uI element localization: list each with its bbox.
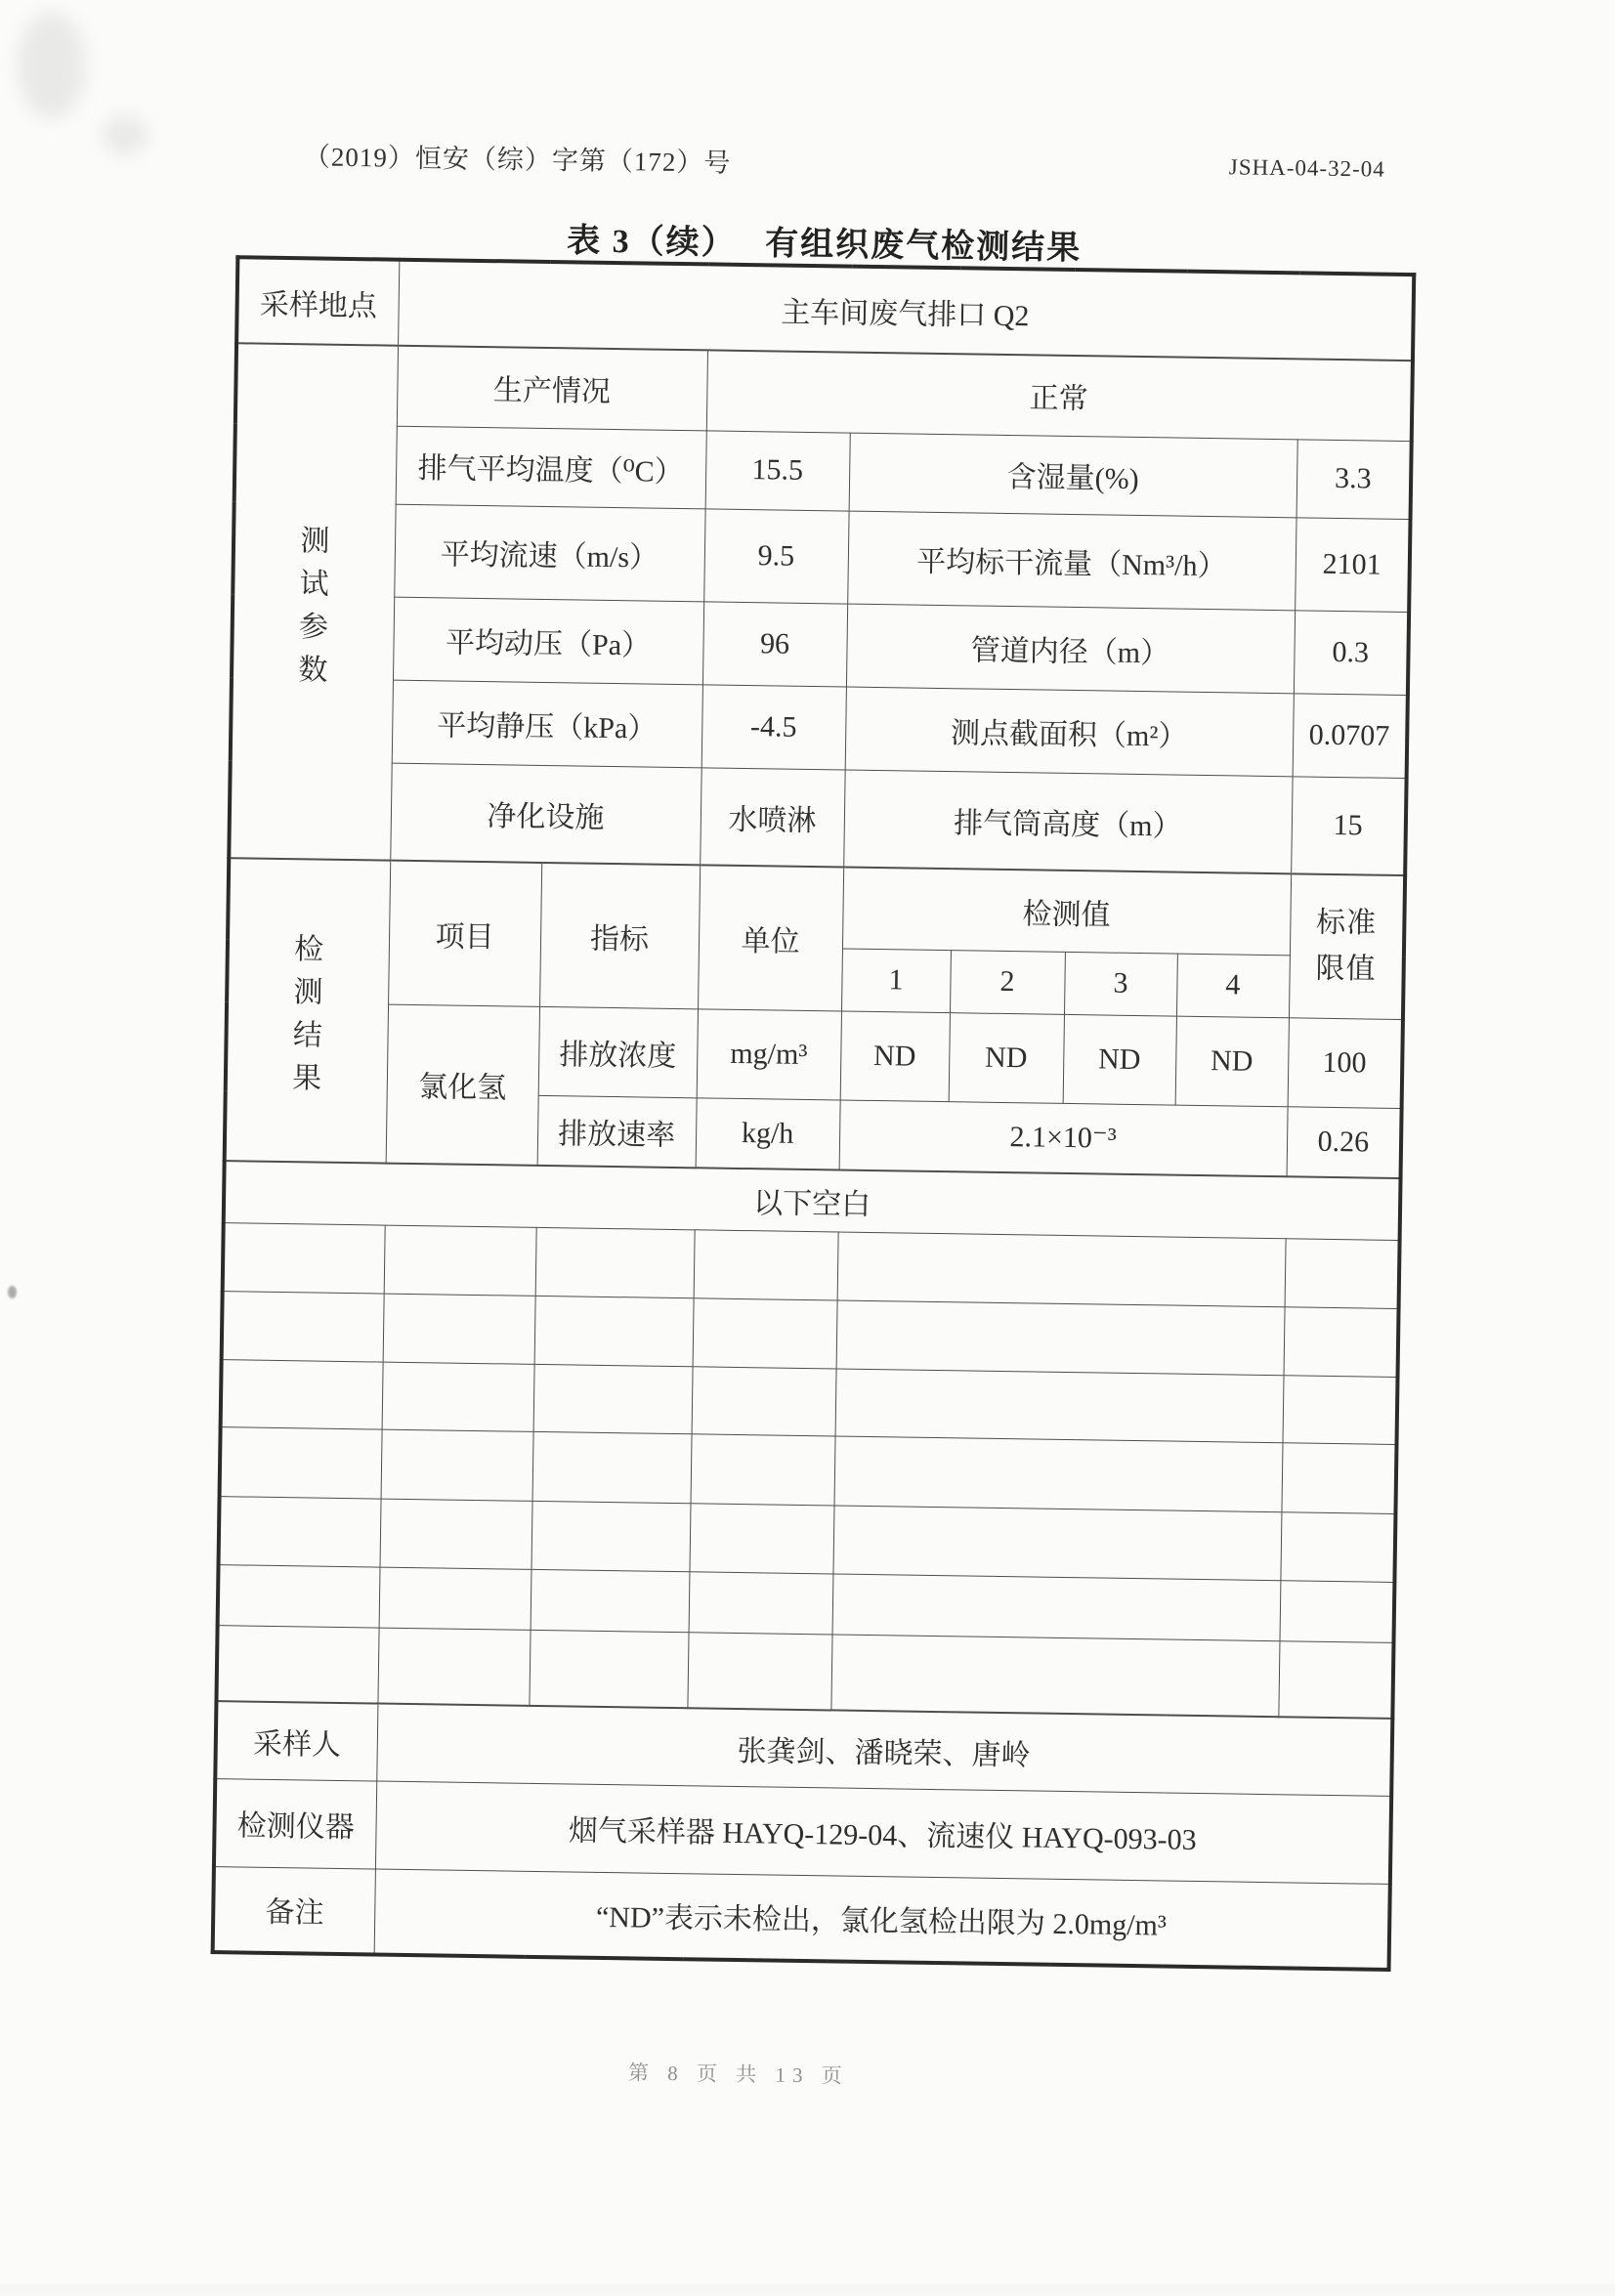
production-value: 正常 xyxy=(706,350,1413,441)
instruments-value: 烟气采样器 HAYQ-129-04、流速仪 HAYQ-093-03 xyxy=(375,1781,1391,1884)
param-value: 15.5 xyxy=(705,430,850,510)
instruments-label: 检测仪器 xyxy=(214,1778,376,1868)
sampler-value: 张龚剑、潘晓荣、唐岭 xyxy=(376,1704,1392,1796)
empty-cell xyxy=(836,1299,1285,1375)
results-header-row xyxy=(228,858,1405,957)
param-value: 15 xyxy=(1291,776,1407,875)
vertical-char: 测 xyxy=(300,524,330,558)
empty-cell xyxy=(692,1366,836,1435)
empty-cell xyxy=(834,1435,1283,1511)
vertical-char: 检 xyxy=(293,933,324,966)
param-row xyxy=(229,760,1406,875)
empty-cell xyxy=(832,1505,1281,1580)
param-label: 平均标干流量（Nm³/h） xyxy=(847,511,1296,611)
param-value: 2101 xyxy=(1295,517,1410,612)
empty-cell xyxy=(1285,1238,1400,1308)
limit-header-text: 标准限值 xyxy=(1315,906,1378,986)
vertical-char: 参 xyxy=(298,610,329,644)
document-number: （2019）恒安（综）字第（172）号 xyxy=(303,142,732,178)
param-label: 平均动压（Pa） xyxy=(393,597,703,685)
emission-test-table xyxy=(211,255,1417,1972)
empty-cell xyxy=(689,1571,833,1634)
empty-cell xyxy=(222,1291,384,1361)
result-indicator: 排放浓度 xyxy=(538,1006,698,1097)
empty-cell xyxy=(382,1362,534,1431)
empty-cell xyxy=(1283,1375,1398,1444)
param-label: 净化设施 xyxy=(390,763,701,866)
empty-cell xyxy=(380,1499,532,1569)
sampling-site-value: 主车间废气排口 Q2 xyxy=(398,260,1414,361)
param-label: 排气平均温度（⁰C） xyxy=(396,426,706,509)
empty-cell xyxy=(529,1630,688,1708)
empty-cell xyxy=(379,1567,531,1630)
empty-cell xyxy=(533,1364,693,1433)
item-column-header: 项目 xyxy=(388,861,541,1006)
empty-cell xyxy=(1279,1580,1394,1642)
instruments-row xyxy=(214,1778,1391,1884)
empty-cell xyxy=(693,1297,837,1368)
remark-value: “ND”表示未检出，氯化氢检出限为 2.0mg/m³ xyxy=(374,1869,1390,1970)
values-column-header: 检测值 xyxy=(842,868,1291,956)
param-label: 排气筒高度（m） xyxy=(843,770,1292,874)
value-column-number: 4 xyxy=(1176,954,1290,1018)
empty-cell xyxy=(531,1569,690,1632)
param-label: 含湿量(%) xyxy=(849,433,1297,518)
vertical-char: 数 xyxy=(298,653,328,687)
param-value: 0.0707 xyxy=(1293,693,1408,778)
result-value: ND xyxy=(1063,1014,1176,1105)
limit-column-header xyxy=(1289,873,1405,1019)
vertical-char: 结 xyxy=(292,1019,323,1052)
empty-cell xyxy=(1284,1306,1399,1377)
result-row-concentration xyxy=(226,1001,1403,1108)
param-value: 3.3 xyxy=(1296,439,1412,519)
param-value: 9.5 xyxy=(703,508,848,603)
form-code: JSHA-04-32-04 xyxy=(1228,154,1385,182)
empty-cell xyxy=(835,1368,1284,1442)
sampler-label: 采样人 xyxy=(215,1701,377,1780)
empty-cell xyxy=(689,1503,833,1573)
param-label: 管道内径（m） xyxy=(846,604,1295,694)
indicator-column-header: 指标 xyxy=(539,863,700,1008)
result-unit: mg/m³ xyxy=(697,1008,841,1099)
vertical-char: 试 xyxy=(299,567,329,601)
empty-cell xyxy=(830,1634,1279,1717)
empty-cell xyxy=(832,1573,1281,1640)
param-value: 96 xyxy=(702,601,847,686)
unit-column-header: 单位 xyxy=(698,865,843,1010)
empty-cell xyxy=(1280,1511,1395,1582)
results-section-header xyxy=(225,858,391,1163)
value-column-number: 2 xyxy=(950,950,1065,1014)
empty-cell xyxy=(377,1628,530,1706)
vertical-char: 测 xyxy=(293,976,323,1009)
empty-cell xyxy=(837,1231,1286,1306)
param-label: 测点截面积（m²） xyxy=(845,687,1294,777)
param-value: 0.3 xyxy=(1294,610,1409,695)
result-value: ND xyxy=(949,1012,1064,1103)
production-label: 生产情况 xyxy=(397,346,707,431)
empty-cell xyxy=(220,1426,382,1498)
remark-label: 备注 xyxy=(213,1866,375,1954)
sampling-site-label: 采样地点 xyxy=(236,257,399,345)
empty-cell xyxy=(532,1431,692,1503)
empty-cell xyxy=(221,1359,383,1428)
result-item: 氯化氢 xyxy=(386,1004,539,1166)
result-value: ND xyxy=(840,1011,950,1102)
param-value: -4.5 xyxy=(701,684,846,769)
result-indicator: 排放速率 xyxy=(537,1095,697,1168)
empty-cell xyxy=(381,1429,533,1501)
empty-cell xyxy=(694,1229,838,1299)
empty-cell xyxy=(1281,1442,1396,1513)
page-number: 第 8 页 共 13 页 xyxy=(627,2061,849,2088)
table-title: 表 3（续） 有组织废气检测结果 xyxy=(566,223,1083,268)
empty-cell xyxy=(534,1296,694,1366)
param-label: 平均静压（kPa） xyxy=(392,680,702,768)
empty-cell xyxy=(216,1625,378,1703)
empty-cell xyxy=(384,1225,536,1296)
empty-cell xyxy=(535,1227,695,1297)
param-value: 水喷淋 xyxy=(700,767,844,867)
result-value: ND xyxy=(1175,1016,1289,1107)
test-params-section-header xyxy=(229,343,398,860)
value-column-number: 1 xyxy=(841,949,951,1013)
remark-row xyxy=(213,1866,1390,1970)
empty-cell xyxy=(531,1501,691,1571)
param-label: 平均流速（m/s） xyxy=(394,504,704,602)
empty-cell xyxy=(219,1496,381,1566)
result-unit: kg/h xyxy=(696,1097,840,1169)
param-row xyxy=(233,501,1410,612)
empty-cell xyxy=(223,1222,385,1293)
result-limit: 0.26 xyxy=(1287,1106,1402,1178)
empty-cell xyxy=(383,1294,535,1364)
empty-cell xyxy=(218,1564,380,1627)
vertical-char: 果 xyxy=(291,1062,322,1095)
value-column-number: 3 xyxy=(1064,952,1177,1016)
blank-note: 以下空白 xyxy=(224,1161,1401,1240)
empty-cell xyxy=(1278,1640,1393,1719)
result-limit: 100 xyxy=(1288,1017,1403,1108)
result-merged-value: 2.1×10⁻³ xyxy=(839,1099,1288,1176)
empty-cell xyxy=(691,1433,835,1505)
empty-cell xyxy=(687,1632,831,1710)
